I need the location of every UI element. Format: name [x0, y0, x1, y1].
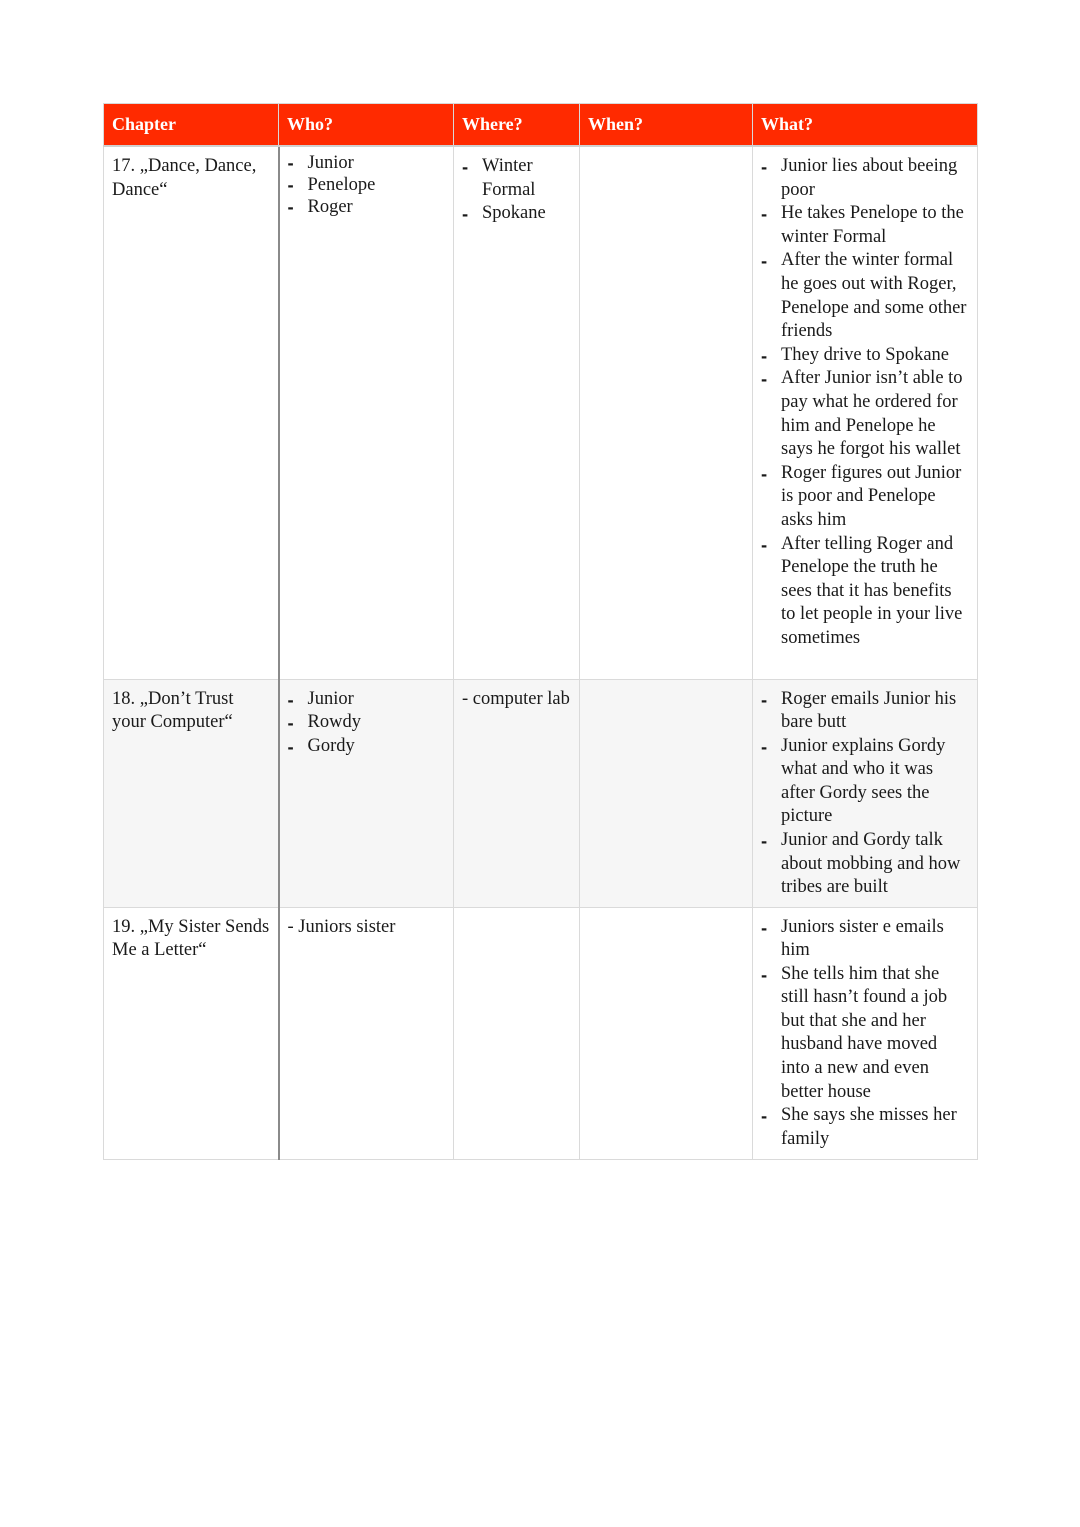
chapter-cell: 17. „Dance, Dance, Dance“	[104, 146, 279, 679]
header-where: Where?	[454, 104, 580, 147]
list-item: - After the winter formal he goes out with Roger, Penelope and some other friends	[761, 249, 969, 343]
header-when: When?	[580, 104, 753, 147]
list-item: - Roger emails Junior his bare butt	[761, 688, 969, 735]
chapter-cell: 18. „Don’t Trust your Computer“	[104, 679, 279, 907]
what-list	[761, 155, 969, 650]
list-item: - Junior and Gordy talk about mobbing and how tribes are built	[761, 829, 969, 900]
chapter-cell: 19. „My Sister Sends Me a Letter“	[104, 907, 279, 1159]
list-item: - After Junior isn’t able to pay what he ordered for him and Penelope he says he forgot his wallet	[761, 367, 969, 461]
list-item: - Junior	[288, 688, 446, 712]
table-row	[104, 146, 978, 679]
what-cell	[753, 679, 978, 907]
list-item: - They drive to Spokane	[761, 344, 969, 368]
chapter-summary-table	[103, 103, 978, 1160]
header-row	[104, 104, 978, 147]
what-list	[761, 688, 969, 900]
who-cell	[279, 679, 454, 907]
who-text: - Juniors sister	[287, 916, 396, 937]
table-row	[104, 907, 978, 1159]
what-cell	[753, 146, 978, 679]
where-list	[462, 155, 571, 226]
when-cell	[580, 146, 753, 679]
list-item: - He takes Penelope to the winter Formal	[761, 202, 969, 249]
list-item: - Roger figures out Junior is poor and Penelope asks him	[761, 462, 969, 533]
list-item: - Winter Formal	[462, 155, 571, 202]
list-item: - After telling Roger and Penelope the truth he sees that it has benefits to let people in your live sometimes	[761, 533, 969, 651]
list-item: - Spokane	[462, 202, 571, 226]
list-item: - Roger	[288, 196, 446, 218]
where-cell	[454, 679, 580, 907]
when-cell	[580, 679, 753, 907]
when-cell	[580, 907, 753, 1159]
what-cell	[753, 907, 978, 1159]
where-text: - computer lab	[462, 688, 570, 709]
list-item: - Juniors sister e emails him	[761, 916, 969, 963]
list-item: - Gordy	[288, 735, 446, 759]
table-row	[104, 679, 978, 907]
list-item: - Junior explains Gordy what and who it was after Gordy sees the picture	[761, 735, 969, 829]
who-list	[288, 152, 446, 218]
list-item: - She tells him that she still hasn’t found a job but that she and her husband have moved into a new and even better house	[761, 963, 969, 1105]
header-chapter: Chapter	[104, 104, 279, 147]
where-cell	[454, 907, 580, 1159]
list-item: - Penelope	[288, 174, 446, 196]
header-what: What?	[753, 104, 978, 147]
what-list	[761, 916, 969, 1152]
who-cell	[279, 146, 454, 679]
list-item: - Rowdy	[288, 711, 446, 735]
who-list	[288, 688, 446, 759]
list-item: - She says she misses her family	[761, 1104, 969, 1151]
header-who: Who?	[279, 104, 454, 147]
list-item: - Junior	[288, 152, 446, 174]
list-item: - Junior lies about beeing poor	[761, 155, 969, 202]
who-cell	[279, 907, 454, 1159]
where-cell	[454, 146, 580, 679]
